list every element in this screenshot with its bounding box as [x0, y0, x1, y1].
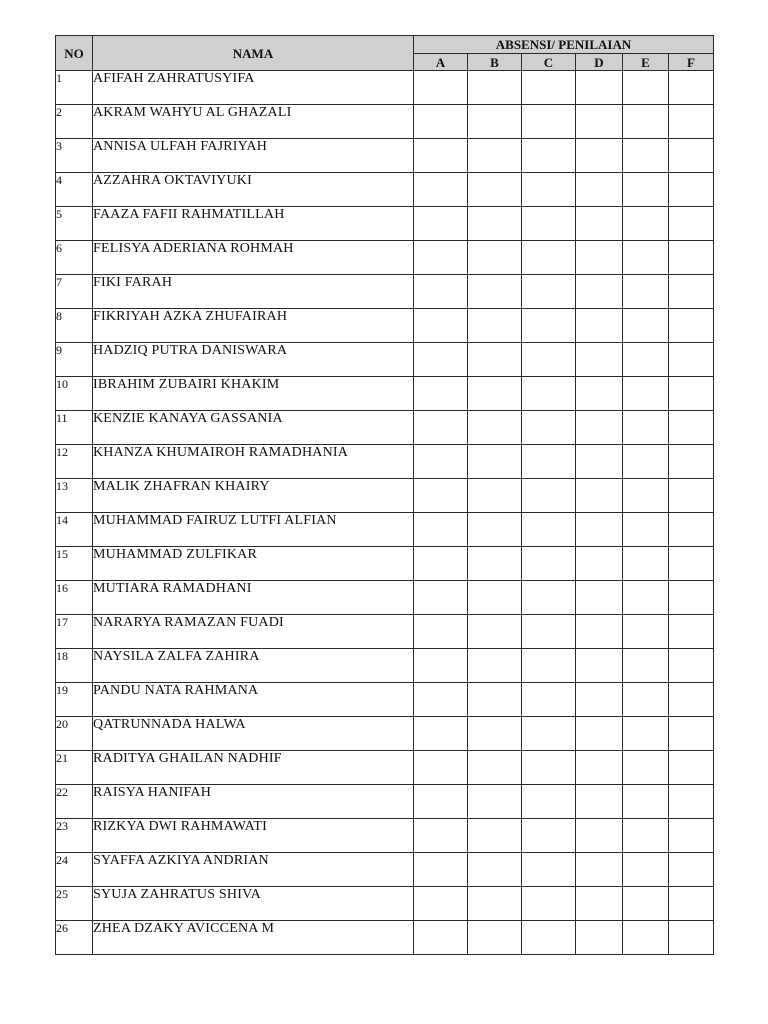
mark-cell-f[interactable]	[669, 377, 714, 411]
mark-cell-d[interactable]	[576, 513, 623, 547]
row-number: 13	[56, 479, 93, 513]
mark-cell-b[interactable]	[468, 547, 522, 581]
table-body	[56, 71, 714, 955]
header-col-f: F	[669, 54, 714, 71]
row-number: 25	[56, 887, 93, 921]
header-absensi-penilaian: ABSENSI/ PENILAIAN	[414, 36, 714, 54]
mark-cell-e[interactable]	[623, 887, 669, 921]
mark-cell-d[interactable]	[576, 887, 623, 921]
table-row	[56, 71, 714, 105]
mark-cell-e[interactable]	[623, 343, 669, 377]
mark-cell-d[interactable]	[576, 411, 623, 445]
mark-cell-c[interactable]	[522, 887, 576, 921]
mark-cell-b[interactable]	[468, 887, 522, 921]
mark-cell-e[interactable]	[623, 649, 669, 683]
mark-cell-e[interactable]	[623, 139, 669, 173]
mark-cell-d[interactable]	[576, 649, 623, 683]
mark-cell-c[interactable]	[522, 785, 576, 819]
row-number: 4	[56, 173, 93, 207]
mark-cell-d[interactable]	[576, 479, 623, 513]
mark-cell-f[interactable]	[669, 921, 714, 955]
table-row	[56, 717, 714, 751]
mark-cell-e[interactable]	[623, 683, 669, 717]
mark-cell-b[interactable]	[468, 309, 522, 343]
mark-cell-b[interactable]	[468, 71, 522, 105]
mark-cell-d[interactable]	[576, 683, 623, 717]
row-number: 10	[56, 377, 93, 411]
mark-cell-e[interactable]	[623, 377, 669, 411]
row-number: 16	[56, 581, 93, 615]
mark-cell-b[interactable]	[468, 853, 522, 887]
mark-cell-b[interactable]	[468, 717, 522, 751]
student-name: AKRAM WAHYU AL GHAZALI	[93, 105, 414, 139]
mark-cell-e[interactable]	[623, 173, 669, 207]
mark-cell-d[interactable]	[576, 343, 623, 377]
mark-cell-b[interactable]	[468, 513, 522, 547]
row-number: 20	[56, 717, 93, 751]
mark-cell-e[interactable]	[623, 785, 669, 819]
mark-cell-c[interactable]	[522, 683, 576, 717]
mark-cell-c[interactable]	[522, 241, 576, 275]
mark-cell-d[interactable]	[576, 615, 623, 649]
mark-cell-c[interactable]	[522, 207, 576, 241]
mark-cell-f[interactable]	[669, 853, 714, 887]
mark-cell-f[interactable]	[669, 309, 714, 343]
mark-cell-b[interactable]	[468, 819, 522, 853]
mark-cell-e[interactable]	[623, 71, 669, 105]
student-name: AFIFAH ZAHRATUSYIFA	[93, 71, 414, 105]
mark-cell-d[interactable]	[576, 309, 623, 343]
row-number: 8	[56, 309, 93, 343]
attendance-table	[55, 35, 714, 955]
mark-cell-f[interactable]	[669, 105, 714, 139]
mark-cell-c[interactable]	[522, 819, 576, 853]
mark-cell-c[interactable]	[522, 445, 576, 479]
mark-cell-a[interactable]	[414, 71, 468, 105]
mark-cell-c[interactable]	[522, 377, 576, 411]
mark-cell-c[interactable]	[522, 751, 576, 785]
mark-cell-e[interactable]	[623, 581, 669, 615]
mark-cell-d[interactable]	[576, 241, 623, 275]
mark-cell-f[interactable]	[669, 207, 714, 241]
table-row	[56, 343, 714, 377]
student-name: KENZIE KANAYA GASSANIA	[93, 411, 414, 445]
mark-cell-a[interactable]	[414, 547, 468, 581]
table-row	[56, 615, 714, 649]
mark-cell-d[interactable]	[576, 207, 623, 241]
mark-cell-d[interactable]	[576, 275, 623, 309]
mark-cell-d[interactable]	[576, 785, 623, 819]
student-name: MUHAMMAD FAIRUZ LUTFI ALFIAN	[93, 513, 414, 547]
mark-cell-c[interactable]	[522, 173, 576, 207]
mark-cell-b[interactable]	[468, 377, 522, 411]
mark-cell-a[interactable]	[414, 921, 468, 955]
mark-cell-b[interactable]	[468, 921, 522, 955]
row-number: 15	[56, 547, 93, 581]
mark-cell-b[interactable]	[468, 411, 522, 445]
row-number: 5	[56, 207, 93, 241]
mark-cell-f[interactable]	[669, 241, 714, 275]
mark-cell-f[interactable]	[669, 615, 714, 649]
mark-cell-f[interactable]	[669, 411, 714, 445]
mark-cell-b[interactable]	[468, 139, 522, 173]
student-name: KHANZA KHUMAIROH RAMADHANIA	[93, 445, 414, 479]
mark-cell-b[interactable]	[468, 275, 522, 309]
mark-cell-e[interactable]	[623, 241, 669, 275]
mark-cell-e[interactable]	[623, 275, 669, 309]
table-row	[56, 921, 714, 955]
mark-cell-f[interactable]	[669, 785, 714, 819]
table-row	[56, 751, 714, 785]
mark-cell-a[interactable]	[414, 751, 468, 785]
row-number: 1	[56, 71, 93, 105]
mark-cell-a[interactable]	[414, 173, 468, 207]
mark-cell-f[interactable]	[669, 139, 714, 173]
mark-cell-e[interactable]	[623, 309, 669, 343]
mark-cell-f[interactable]	[669, 343, 714, 377]
mark-cell-e[interactable]	[623, 615, 669, 649]
mark-cell-e[interactable]	[623, 207, 669, 241]
mark-cell-f[interactable]	[669, 751, 714, 785]
mark-cell-d[interactable]	[576, 377, 623, 411]
mark-cell-b[interactable]	[468, 649, 522, 683]
mark-cell-c[interactable]	[522, 853, 576, 887]
row-number: 14	[56, 513, 93, 547]
student-name: MALIK ZHAFRAN KHAIRY	[93, 479, 414, 513]
mark-cell-a[interactable]	[414, 615, 468, 649]
student-name: AZZAHRA OKTAVIYUKI	[93, 173, 414, 207]
row-number: 18	[56, 649, 93, 683]
mark-cell-a[interactable]	[414, 445, 468, 479]
table-row	[56, 853, 714, 887]
student-name: QATRUNNADA HALWA	[93, 717, 414, 751]
mark-cell-c[interactable]	[522, 139, 576, 173]
mark-cell-d[interactable]	[576, 547, 623, 581]
header-no: NO	[56, 36, 93, 71]
mark-cell-c[interactable]	[522, 649, 576, 683]
row-number: 9	[56, 343, 93, 377]
mark-cell-a[interactable]	[414, 717, 468, 751]
mark-cell-a[interactable]	[414, 139, 468, 173]
mark-cell-d[interactable]	[576, 921, 623, 955]
mark-cell-d[interactable]	[576, 105, 623, 139]
mark-cell-c[interactable]	[522, 71, 576, 105]
mark-cell-a[interactable]	[414, 275, 468, 309]
mark-cell-b[interactable]	[468, 751, 522, 785]
mark-cell-a[interactable]	[414, 649, 468, 683]
row-number: 12	[56, 445, 93, 479]
table-row	[56, 887, 714, 921]
table-row	[56, 581, 714, 615]
mark-cell-e[interactable]	[623, 921, 669, 955]
table-row	[56, 309, 714, 343]
mark-cell-f[interactable]	[669, 513, 714, 547]
mark-cell-a[interactable]	[414, 377, 468, 411]
mark-cell-a[interactable]	[414, 309, 468, 343]
mark-cell-d[interactable]	[576, 139, 623, 173]
row-number: 6	[56, 241, 93, 275]
mark-cell-c[interactable]	[522, 717, 576, 751]
mark-cell-a[interactable]	[414, 207, 468, 241]
student-name: RADITYA GHAILAN NADHIF	[93, 751, 414, 785]
mark-cell-c[interactable]	[522, 921, 576, 955]
mark-cell-e[interactable]	[623, 479, 669, 513]
mark-cell-e[interactable]	[623, 411, 669, 445]
student-name: MUHAMMAD ZULFIKAR	[93, 547, 414, 581]
table-row	[56, 275, 714, 309]
mark-cell-f[interactable]	[669, 819, 714, 853]
mark-cell-c[interactable]	[522, 547, 576, 581]
table-row	[56, 139, 714, 173]
mark-cell-e[interactable]	[623, 105, 669, 139]
student-name: IBRAHIM ZUBAIRI KHAKIM	[93, 377, 414, 411]
table-row	[56, 479, 714, 513]
table-row	[56, 683, 714, 717]
mark-cell-a[interactable]	[414, 343, 468, 377]
student-name: NAYSILA ZALFA ZAHIRA	[93, 649, 414, 683]
student-name: FIKRIYAH AZKA ZHUFAIRAH	[93, 309, 414, 343]
mark-cell-b[interactable]	[468, 105, 522, 139]
mark-cell-b[interactable]	[468, 479, 522, 513]
student-name: SYUJA ZAHRATUS SHIVA	[93, 887, 414, 921]
student-name: MUTIARA RAMADHANI	[93, 581, 414, 615]
mark-cell-d[interactable]	[576, 445, 623, 479]
mark-cell-d[interactable]	[576, 717, 623, 751]
mark-cell-b[interactable]	[468, 207, 522, 241]
mark-cell-a[interactable]	[414, 105, 468, 139]
mark-cell-f[interactable]	[669, 479, 714, 513]
mark-cell-a[interactable]	[414, 513, 468, 547]
mark-cell-c[interactable]	[522, 343, 576, 377]
table-row	[56, 513, 714, 547]
student-name: FIKI FARAH	[93, 275, 414, 309]
table-row	[56, 547, 714, 581]
table-row	[56, 173, 714, 207]
mark-cell-c[interactable]	[522, 309, 576, 343]
table-row	[56, 785, 714, 819]
header-col-b: B	[468, 54, 522, 71]
row-number: 3	[56, 139, 93, 173]
mark-cell-d[interactable]	[576, 581, 623, 615]
row-number: 26	[56, 921, 93, 955]
mark-cell-b[interactable]	[468, 445, 522, 479]
mark-cell-b[interactable]	[468, 581, 522, 615]
mark-cell-a[interactable]	[414, 853, 468, 887]
mark-cell-d[interactable]	[576, 819, 623, 853]
mark-cell-f[interactable]	[669, 445, 714, 479]
row-number: 17	[56, 615, 93, 649]
table-row	[56, 377, 714, 411]
mark-cell-a[interactable]	[414, 785, 468, 819]
student-name: PANDU NATA RAHMANA	[93, 683, 414, 717]
mark-cell-f[interactable]	[669, 173, 714, 207]
mark-cell-c[interactable]	[522, 513, 576, 547]
mark-cell-a[interactable]	[414, 683, 468, 717]
header-col-d: D	[576, 54, 623, 71]
student-name: FAAZA FAFII RAHMATILLAH	[93, 207, 414, 241]
mark-cell-b[interactable]	[468, 785, 522, 819]
student-name: RAISYA HANIFAH	[93, 785, 414, 819]
row-number: 7	[56, 275, 93, 309]
mark-cell-b[interactable]	[468, 683, 522, 717]
mark-cell-c[interactable]	[522, 581, 576, 615]
mark-cell-e[interactable]	[623, 547, 669, 581]
mark-cell-d[interactable]	[576, 853, 623, 887]
mark-cell-e[interactable]	[623, 445, 669, 479]
mark-cell-a[interactable]	[414, 411, 468, 445]
student-name: HADZIQ PUTRA DANISWARA	[93, 343, 414, 377]
mark-cell-f[interactable]	[669, 683, 714, 717]
mark-cell-b[interactable]	[468, 241, 522, 275]
table-row	[56, 411, 714, 445]
mark-cell-a[interactable]	[414, 581, 468, 615]
mark-cell-c[interactable]	[522, 479, 576, 513]
header-col-e: E	[623, 54, 669, 71]
mark-cell-b[interactable]	[468, 343, 522, 377]
row-number: 23	[56, 819, 93, 853]
mark-cell-e[interactable]	[623, 513, 669, 547]
mark-cell-d[interactable]	[576, 751, 623, 785]
table-row	[56, 445, 714, 479]
mark-cell-e[interactable]	[623, 717, 669, 751]
mark-cell-f[interactable]	[669, 71, 714, 105]
header-col-a: A	[414, 54, 468, 71]
row-number: 2	[56, 105, 93, 139]
student-name: ANNISA ULFAH FAJRIYAH	[93, 139, 414, 173]
header-nama: NAMA	[93, 36, 414, 71]
mark-cell-e[interactable]	[623, 819, 669, 853]
mark-cell-c[interactable]	[522, 275, 576, 309]
table-row	[56, 241, 714, 275]
row-number: 24	[56, 853, 93, 887]
student-name: NARARYA RAMAZAN FUADI	[93, 615, 414, 649]
table-row	[56, 105, 714, 139]
mark-cell-b[interactable]	[468, 173, 522, 207]
mark-cell-e[interactable]	[623, 751, 669, 785]
row-number: 11	[56, 411, 93, 445]
mark-cell-f[interactable]	[669, 547, 714, 581]
table-row	[56, 649, 714, 683]
mark-cell-f[interactable]	[669, 717, 714, 751]
mark-cell-a[interactable]	[414, 479, 468, 513]
mark-cell-a[interactable]	[414, 241, 468, 275]
student-name: SYAFFA AZKIYA ANDRIAN	[93, 853, 414, 887]
mark-cell-c[interactable]	[522, 411, 576, 445]
table-row	[56, 207, 714, 241]
mark-cell-f[interactable]	[669, 275, 714, 309]
row-number: 21	[56, 751, 93, 785]
table-header	[56, 36, 714, 71]
mark-cell-a[interactable]	[414, 819, 468, 853]
mark-cell-e[interactable]	[623, 853, 669, 887]
mark-cell-f[interactable]	[669, 887, 714, 921]
mark-cell-c[interactable]	[522, 105, 576, 139]
student-name: ZHEA DZAKY AVICCENA M	[93, 921, 414, 955]
student-name: FELISYA ADERIANA ROHMAH	[93, 241, 414, 275]
mark-cell-b[interactable]	[468, 615, 522, 649]
mark-cell-f[interactable]	[669, 581, 714, 615]
mark-cell-a[interactable]	[414, 887, 468, 921]
mark-cell-c[interactable]	[522, 615, 576, 649]
mark-cell-d[interactable]	[576, 173, 623, 207]
mark-cell-d[interactable]	[576, 71, 623, 105]
mark-cell-f[interactable]	[669, 649, 714, 683]
header-col-c: C	[522, 54, 576, 71]
row-number: 19	[56, 683, 93, 717]
student-name: RIZKYA DWI RAHMAWATI	[93, 819, 414, 853]
table-row	[56, 819, 714, 853]
row-number: 22	[56, 785, 93, 819]
